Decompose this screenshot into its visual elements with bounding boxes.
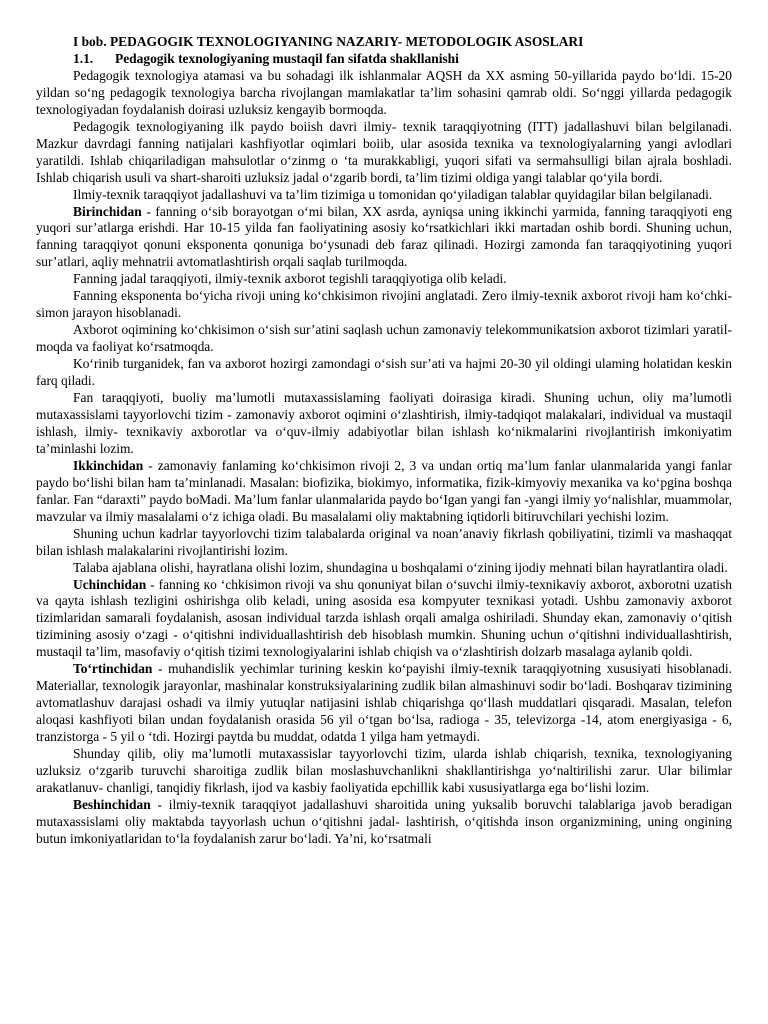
paragraph xyxy=(36,271,732,288)
paragraph xyxy=(36,322,732,356)
paragraph-text: Fanning eksponenta bo‘yicha rivoji uning ko‘chkisimon rivojini anglatadi. Zero ilmiy-texnik axborot rivoji ham ko‘chki- simon jarayon hisoblanadi. xyxy=(36,288,732,321)
paragraph-lead: Ikkinchidan xyxy=(73,457,144,473)
paragraph-text: Ilmiy-texnik taraqqiyot jadallashuvi va ta’lim tizimiga u tomonidan qo‘yiladigan talablar quyidagilar bilan belgilanadi. xyxy=(73,186,713,202)
paragraph-text: Pedagogik texnologiya atamasi va bu sohadagi ilk ishlanmalar AQSH da XX asming 50-yillarida paydo bo‘ldi. 15-20 yildan so‘ng pedagogik texnologiya barcha rivojlangan mamlakatlar ta’lim sohasini qamrab oldi. So‘nggi yillarda pedagogik texnologiyadan foydalanish doirasi uzluksiz kengayib bormoqda. xyxy=(36,67,732,117)
paragraph-lead: Birinchidan xyxy=(73,203,142,219)
paragraph xyxy=(36,68,732,119)
paragraph-text: Ko‘rinib turganidek, fan va axborot hozirgi zamondagi o‘sish sur’ati va hajmi 20-30 yil oldingi ulaming holatidan keskin farq qiladi. xyxy=(36,356,732,389)
paragraph-text: Axborot oqimining ko‘chkisimon o‘sish sur’atini saqlash uchun zamonaviy telekommunikatsion axborot tizimlari yaratil- moqda va faoliyat ko‘rsatmoqda. xyxy=(36,322,732,355)
paragraph-text: - fanning кo ‘chkisimon rivoji va shu qonuniyat bilan o‘suvchi ilmiy-texnikaviy axborot, axborotni uzatish va qayta ishlash tezligini oshirishga olib keladi, uning asosida esa kompyuter texnikasi yotadi. Ushbu zamonaviy axborot tizimlaridan samarali foydalanish, asosan individual tarzda ishlash orqali amalga oshiriladi. Shunday ekan, zamonaviy o‘qitish tizimining asosiy o‘zagi - o‘qitishni individuallashtirish deb hisoblash mumkin. Shuning uchun o‘qitishni individuallashtirish, mustaqil ta’lim, masofaviy o‘qitish tizimi texnologiyalarini ishlab chiqish va o‘zlashtirish dolzarb masalaga aylanib qoldi. xyxy=(36,576,732,660)
paragraph xyxy=(36,577,732,662)
paragraph xyxy=(36,661,732,746)
paragraph-lead: Beshinchidan xyxy=(73,796,151,812)
paragraph xyxy=(36,390,732,458)
paragraph-text: Fanning jadal taraqqiyoti, ilmiy-texnik axborot tegishli taraqqiyotiga olib keladi. xyxy=(73,271,507,287)
paragraph-text: - zamonaviy fanlaming ko‘chkisimon rivoji 2, 3 va undan ortiq ma’lum fanlar ulanmalarida yangi fanlar paydo bo‘lishi bilan ham ta’minlanadi. Masalan: biofizika, biokimyo, informatika, fizik-kimyoviy mexanika va ko‘pgina boshqa fanlar. Fan “daraxti” paydo boMadi. Ma’lum fanlar ulanmalarida paydo bo‘Igan yangi fan -yangi ilmiy yo‘nalishlar, muammolar, mavzular va ilmiy masalalami o‘z ichiga oladi. Bu masalalami oliy maktabning iqtidorli bitiruvchilari yechishi lozim. xyxy=(36,457,732,524)
paragraph-text: Fan taraqqiyoti, buoliy ma’lumotli mutaxassislaming faoliyati doirasiga kiradi. Shuning uchun, oliy ma’lumotli mutaxassislami tayyorlovchi tizim - zamonaviy axborot oqimini o‘zlashtirish, ilmiy-tadqiqot malakalari, individual va mustaqil ishlash, ilmiy- texnikaviy axborotlar va o‘quv-ilmiy adabiyotlar bilan ishlash ko‘nikmalarini rivojlantirish imkoniyatim ta’minlashi lozim. xyxy=(36,390,732,456)
section-title: Pedagogik texnologiyaning mustaqil fan sifatda shakllanishi xyxy=(115,50,459,66)
paragraph xyxy=(36,356,732,390)
chapter-title: I bob. PEDAGOGIK TEXNOLOGIYANING NAZARIY- METODOLOGIK ASOSLARI xyxy=(73,34,584,49)
paragraph xyxy=(36,288,732,322)
paragraph-text: Shuning uchun kadrlar tayyorlovchi tizim talabalarda original va noan’anaviy fikrlash qobiliyatini, tizimli va mashaqqat bilan ishlash malakalarini rivojlantirishi lozim. xyxy=(36,525,732,558)
paragraph xyxy=(36,746,732,797)
paragraph xyxy=(36,560,732,577)
paragraph-text: - ilmiy-texnik taraqqiyot jadallashuvi sharoitida uning yuksalib boruvchi talablariga javob beradigan mutaxassislami oliy maktabda tayyorlash uchun o‘qitishni jadal- lashtirish, o‘qitishda inson organizmining, uning ongining butun imkoniyatlaridan to‘la foydalanish zarur bo‘ladi. Ya’ni, ko‘rsatmali xyxy=(36,796,732,846)
document-page xyxy=(36,34,732,848)
paragraph xyxy=(36,187,732,204)
paragraph-text: Pedagogik texnologiyaning ilk paydo boiish davri ilmiy- texnik taraqqiyotning (ITT) jadallashuvi bilan belgilanadi. Mazkur davrdagi fanning natijalari kashfiyotlar oqimlari boiib, ular asosida texnika va texnologiyalarning yangi avlodlari yaratildi. Ishlab chiqariladigan mahsulotlar o‘zinmg o ‘ta murakkabligi, yuqori sifati va sermahsulligi bilan ajrala boshladi. Ishlab chiqarish usuli va shart-sharoiti uzluksiz jadal o‘zgarib bordi, ta’lim tizimi oldiga yangi talablar qo‘yila bordi. xyxy=(36,118,732,185)
paragraph xyxy=(36,797,732,848)
body-text xyxy=(36,68,732,848)
paragraph xyxy=(36,119,732,187)
paragraph-text: Shunday qilib, oliy ma’lumotli mutaxassislar tayyorlovchi tizim, ularda ishlab chiqarish, texnika, texnologiyaning uzluksiz o‘zgarib turuvchi sharoitiga zudlik bilan moslashuvchanlikni shakllantirishga yo‘naltirilishi zarur. Ular bilimlar arakatlanuv- chanligi, tanqidiy fikrlash, ijod va kasbiy faoliyatida epchillik kabi xususiyatlarga ega bo‘lishi lozim. xyxy=(36,746,732,795)
paragraph xyxy=(36,458,732,526)
paragraph-text: - fanning o‘sib borayotgan o‘mi bilan, XX asrda, ayniqsa uning ikkinchi yarmida, fanning taraqqiyoti eng yuqori sur’atlarga erishdi. Har 10-15 yilda fan faoliyatining asosiy ko‘rsatkichlari ikki martadan oshib bordi. Shuning uchun, fanning taraqqiyot qonuni eksponenta qonuniga bo‘ysunadi deb faraz qilinadi. Hozirgi zamonda fan taraqqiyotining yuqori sur’atlari, aqliy mehnatrii avtomatlashtirish orqali saqlab turilmoqda. xyxy=(36,203,732,270)
section-heading xyxy=(36,51,732,68)
paragraph xyxy=(36,526,732,560)
paragraph-text: Talaba ajablana olishi, hayratlana olishi lozim, shundagina u boshqalami o‘zining ijodiy mehnati bilan hayratlantira oladi. xyxy=(73,559,728,575)
paragraph-text: - muhandislik yechimlar turining keskin ko‘payishi ilmiy-texnik taraqqiyotning xususiyati hisoblanadi. Materiallar, texnologik jarayonlar, mashinalar konstruksiyalarining zudlik bilan almashinuvi sodir bo‘ladi. Boshqarav tizimining avtomatlashuv darajasi oshadi va ilmiy yutuqlar natijasini ishlab chiqarishga qo‘llash muddatlari qisqaradi. Masalan, telefon aloqasi kashfiyoti bilan undan foydalanish orasida 56 yil o‘tgan bo‘lsa, radioga - 35, televizorga -14, atom energiyasiga - 6, tranzistorga - 5 yil o ‘tdi. Hozirgi paytda bu muddat, odatda 1 yilga ham yetmaydi. xyxy=(36,661,732,745)
paragraph xyxy=(36,204,732,272)
paragraph-lead: Uchinchidan xyxy=(73,576,147,592)
paragraph-lead: To‘rtinchidan xyxy=(73,661,153,677)
section-number: 1.1. xyxy=(73,50,94,66)
